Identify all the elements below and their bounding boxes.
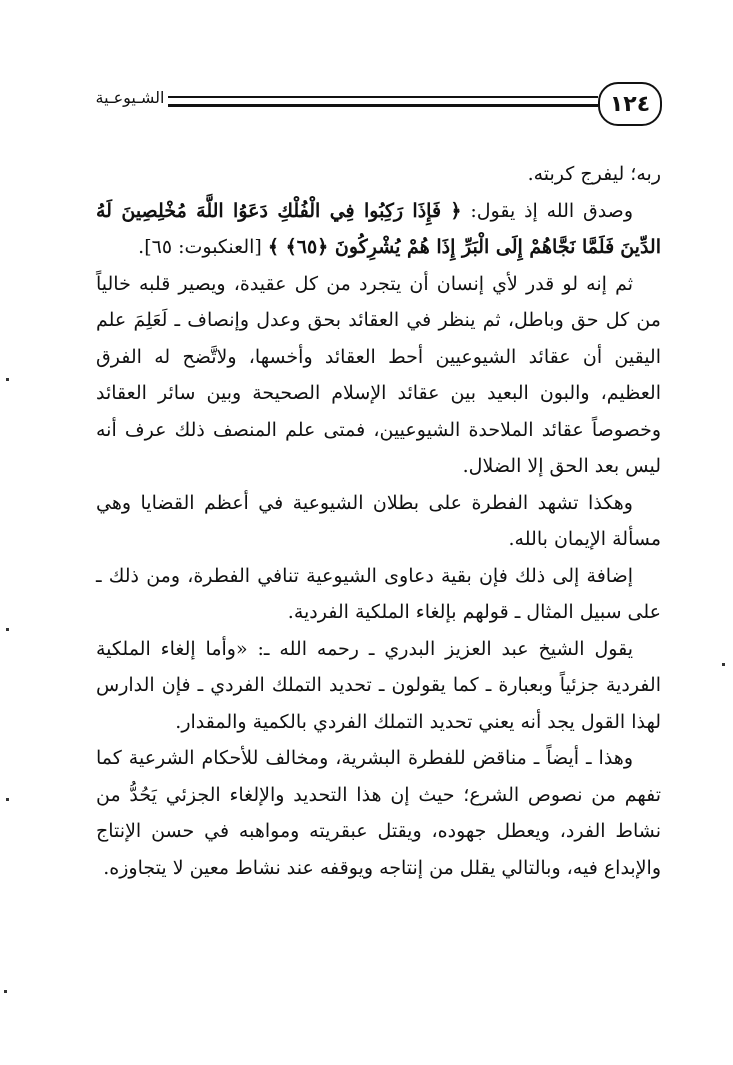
running-title: الشـيوعـية [95, 88, 165, 107]
page-header [92, 82, 662, 126]
margin-speck [6, 798, 9, 801]
paragraph-6: يقول الشيخ عبد العزيز البدري ـ رحمه الله ـ: «وأما إلغاء الملكية الفردية جزئياً وبعبارة ـ كما يقولون ـ تحديد التملك الفردي ـ فإن الدارس لهذا القول يجد أنه يعني تحديد التملك الفردي بالكمية والمقدار. [96, 637, 661, 733]
header-rule [168, 96, 598, 106]
body-text [96, 156, 661, 886]
margin-speck [6, 628, 9, 631]
page-number: ١٢٤ [598, 82, 662, 126]
quran-verse-line-2: فَلَمَّا نَجَّاهُمْ إِلَى الْبَرِّ إِذَا هُمْ يُشْرِكُونَ ﴿٦٥﴾ ﴾ [267, 236, 615, 258]
verse-reference: [العنكبوت: ٦٥]. [138, 236, 268, 258]
margin-speck [6, 378, 9, 381]
margin-speck [4, 990, 7, 993]
paragraph-3: ثم إنه لو قدر لأي إنسان أن يتجرد من كل عقيدة، ويصير قلبه خالياً من كل حق وباطل، ثم ينظر في العقائد بحق وعدل وإنصاف ـ لَعَلِمَ علم اليقين أن عقائد الشيوعيين أحط العقائد وأخسها، ولاتَّضح له الفرق العظيم، والبون البعيد بين عقائد الإسلام الصحيحة وبين سائر العقائد وخصوصاً عقائد الملاحدة الشيوعيين، فمتى علم المنصف ذلك عرف أنه ليس بعد الحق إلا الضلال. [96, 272, 661, 477]
paragraph-2-intro: وصدق الله إذ يقول: [461, 199, 633, 222]
paragraph-7: وهذا ـ أيضاً ـ مناقض للفطرة البشرية، ومخالف للأحكام الشرعية كما تفهم من نصوص الشرع؛ حيث إن هذا التحديد والإلغاء الجزئي يَحُدُّ من نشاط الفرد، ويعطل جهوده، ويقتل عبقريته ومواهبه في حسن الإنتاج والإبداع فيه، وبالتالي يقلل من إنتاجه ويوقفه عند نشاط معين لا يتجاوزه. [96, 747, 661, 879]
paragraph-5: إضافة إلى ذلك فإن بقية دعاوى الشيوعية تنافي الفطرة، ومن ذلك ـ على سبيل المثال ـ قولهم بإلغاء الملكية الفردية. [96, 564, 661, 623]
margin-speck [722, 663, 725, 666]
paragraph-4: وهكذا تشهد الفطرة على بطلان الشيوعية في أعظم القضايا وهي مسألة الإيمان بالله. [96, 491, 661, 550]
paragraph-1: ربه؛ ليفرج كربته. [527, 163, 661, 185]
header-rule-thin [168, 106, 598, 107]
quran-verse-line-1: ﴿ فَإِذَا رَكِبُوا فِي الْفُلْكِ دَعَوُا اللَّهَ مُخْلِصِينَ لَهُ الدِّينَ [96, 199, 661, 258]
paragraph-2 [96, 193, 661, 266]
